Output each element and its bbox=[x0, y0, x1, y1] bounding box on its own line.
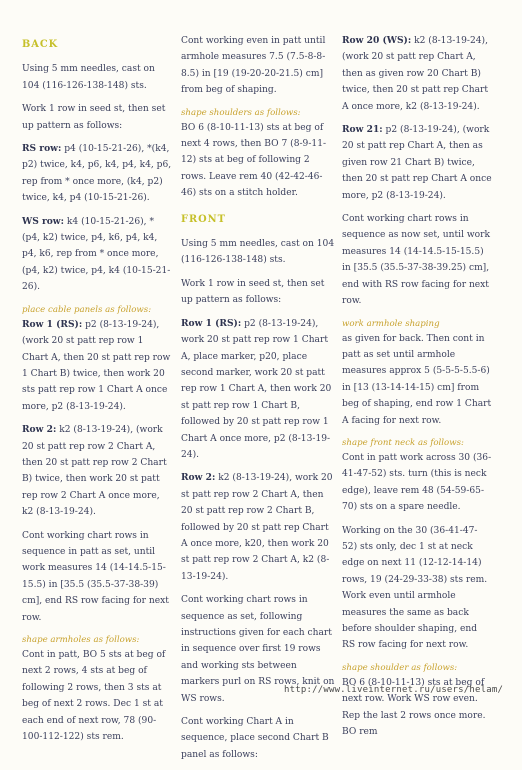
column-1 bbox=[22, 37, 172, 752]
back-ws-row bbox=[22, 214, 172, 296]
armhole-subheading: shape armholes as follows: bbox=[22, 635, 140, 645]
front-row-1 bbox=[181, 316, 335, 464]
front-armhole-subheading: work armhole shaping bbox=[342, 318, 440, 329]
back-setup: Work 1 row in seed st, then set up pattern as follows: bbox=[22, 104, 166, 131]
front-row-2-text: k2 (8-13-19-24), work 20 st patt rep row 2 Chart A, then 20 st patt rep row 2 Chart B, followed by 20 st patt rep Chart A once more, k20, then work 20 st patt rep row 2 Chart A, k2 (8-13-19-24). bbox=[181, 473, 333, 582]
back-row-2 bbox=[22, 422, 172, 520]
row-21-label: Row 21: bbox=[342, 124, 383, 136]
cable-subheading: place cable panels as follows: bbox=[22, 304, 152, 315]
row-1-text: p2 (8-13-19-24), (work 20 st patt rep row 1 Chart A, then 20 st patt rep row 1 Chart B) twice, then work 20 sts patt rep row 1 Chart A once more, p2 (8-13-19-24). bbox=[22, 319, 171, 412]
front-cast-on: Using 5 mm needles, cast on 104 (116-126-138-148) sts. bbox=[181, 239, 335, 266]
front-row-1-label: Row 1 (RS): bbox=[181, 317, 242, 329]
row-20-text: k2 (8-13-19-24), (work 20 st patt rep Chart A, then as given row 20 Chart B) twice, then 20 st patt rep Chart A once more, k2 (8-13-19-24). bbox=[342, 36, 489, 112]
front-armhole: as given for back. Then cont in patt as set until armhole measures approx 5 (5-5-5-5.5-6) in [13 (13-14-14-15) cm] from beg of shaping, end row 1 Chart A facing for next row. bbox=[342, 333, 492, 426]
front-row-1-text: p2 (8-13-19-24), work 20 st patt rep row 1 Chart A, place marker, p20, place second marker, work 20 st patt rep row 1 Chart A, then work 20 st patt rep row 1 Chart B, followed by 20 st patt rep row 1 Chart A once more, p2 (8-13-19-24). bbox=[181, 318, 332, 460]
watermark-url: http://www.liveinternet.ru/users/helam/ bbox=[284, 685, 504, 695]
front-neck: Cont in patt work across 30 (36-41-47-52) sts. turn (this is neck edge), leave rem 48 (54-59-65-70) sts on a spare needle. bbox=[342, 452, 492, 513]
row-21-text: p2 (8-13-19-24), (work 20 st patt rep Chart A, then as given row 21 Chart B) twice, then 20 st patt rep Chart A once more, p2 (8-13-19-24). bbox=[342, 125, 492, 201]
back-row-1 bbox=[22, 317, 172, 415]
front-row-2-label: Row 2: bbox=[181, 472, 216, 484]
column-2 bbox=[181, 33, 335, 770]
row-20-label: Row 20 (WS): bbox=[342, 35, 412, 46]
front-heading: FRONT bbox=[181, 213, 226, 225]
shoulders-subheading: shape shoulders as follows: bbox=[181, 107, 301, 118]
back-continue: Cont working chart rows in sequence in patt as set, until work measures 14 (14-14.5-15-15.5) in [35.5 (35.5-37-38-39) cm], end RS row facing for next row. bbox=[22, 530, 169, 623]
back-cast-on: Using 5 mm needles, cast on 104 (116-126-138-148) sts. bbox=[22, 64, 155, 91]
rs-row-text: p4 (10-15-21-26), *(k4, p2) twice, k4, p6, k4, p4, k4, p6, rep from * once more, (k4, p2) twice, k4, p4 (10-15-21-26). bbox=[22, 144, 172, 204]
row-2-text: k2 (8-13-19-24), (work 20 st patt rep row 2 Chart A, then 20 st patt rep row 2 Chart B) twice, then work 20 st patt rep row 2 Chart A once more, k2 (8-13-19-24). bbox=[22, 425, 167, 518]
front-shoulder: BO 6 (8-10-11-13) sts at beg of next row. Work WS row even. Rep the last 2 rows once more. BO rem bbox=[342, 677, 486, 738]
front-continue-2: Cont working chart rows in sequence as now set, until work measures 14 (14-14.5-15-15.5) in [35.5 (35.5-37-38-39.25) cm], end with RS row facing for next row. bbox=[342, 214, 490, 307]
back-shoulders: BO 6 (8-10-11-13) sts at beg of next 4 rows, then BO 7 (8-9-11-12) sts at beg of following 2 rows. Leave rem 40 (42-42-46-46) sts on a stitch holder. bbox=[181, 122, 327, 199]
back-even: Cont working even in patt until armhole measures 7.5 (7.5-8-8-8.5) in [19 (19-20-20-21.5) cm] from beg of shaping. bbox=[181, 36, 326, 96]
back-rs-row bbox=[22, 141, 172, 207]
front-continue: Cont working chart rows in sequence as set, following instructions given for each chart in sequence over first 19 rows and working sts between markers purl on RS rows, knit on WS rows. bbox=[181, 595, 335, 704]
row-2-label: Row 2: bbox=[22, 424, 57, 436]
back-heading: BACK bbox=[22, 39, 59, 50]
front-row-2 bbox=[181, 470, 335, 585]
front-chart-a: Cont working Chart A in sequence, place second Chart B panel as follows: bbox=[181, 717, 329, 760]
column-3 bbox=[342, 33, 492, 747]
shoulder-subheading: shape shoulder as follows: bbox=[342, 662, 458, 673]
front-row-20 bbox=[342, 33, 492, 115]
back-armhole: Cont in patt, BO 5 sts at beg of next 2 rows, 4 sts at beg of following 2 rows, then 3 sts at beg of next 2 rows. Dec 1 st at each end of next row, 78 (90-100-112-122) sts rem. bbox=[22, 650, 166, 743]
neck-subheading: shape front neck as follows: bbox=[342, 437, 464, 448]
ws-row-text: k4 (10-15-21-26), *(p4, k2) twice, p4, k6, p4, k4, p4, k6, rep from * once more, (p4, k2) twice, p4, k4 (10-15-21-26). bbox=[22, 216, 171, 293]
rs-row-label: RS row: bbox=[22, 143, 62, 155]
front-working: Working on the 30 (36-41-47-52) sts only, dec 1 st at neck edge on next 11 (12-12-14-14) rows, 19 (24-29-33-38) sts rem. Work even until armhole measures the same as back before shoulder shaping, end RS row facing for next row. bbox=[342, 525, 488, 651]
row-1-label: Row 1 (RS): bbox=[22, 318, 83, 330]
ws-row-label: WS row: bbox=[22, 215, 64, 227]
front-setup: Work 1 row in seed st, then set up pattern as follows: bbox=[181, 278, 325, 306]
front-row-21 bbox=[342, 122, 492, 204]
